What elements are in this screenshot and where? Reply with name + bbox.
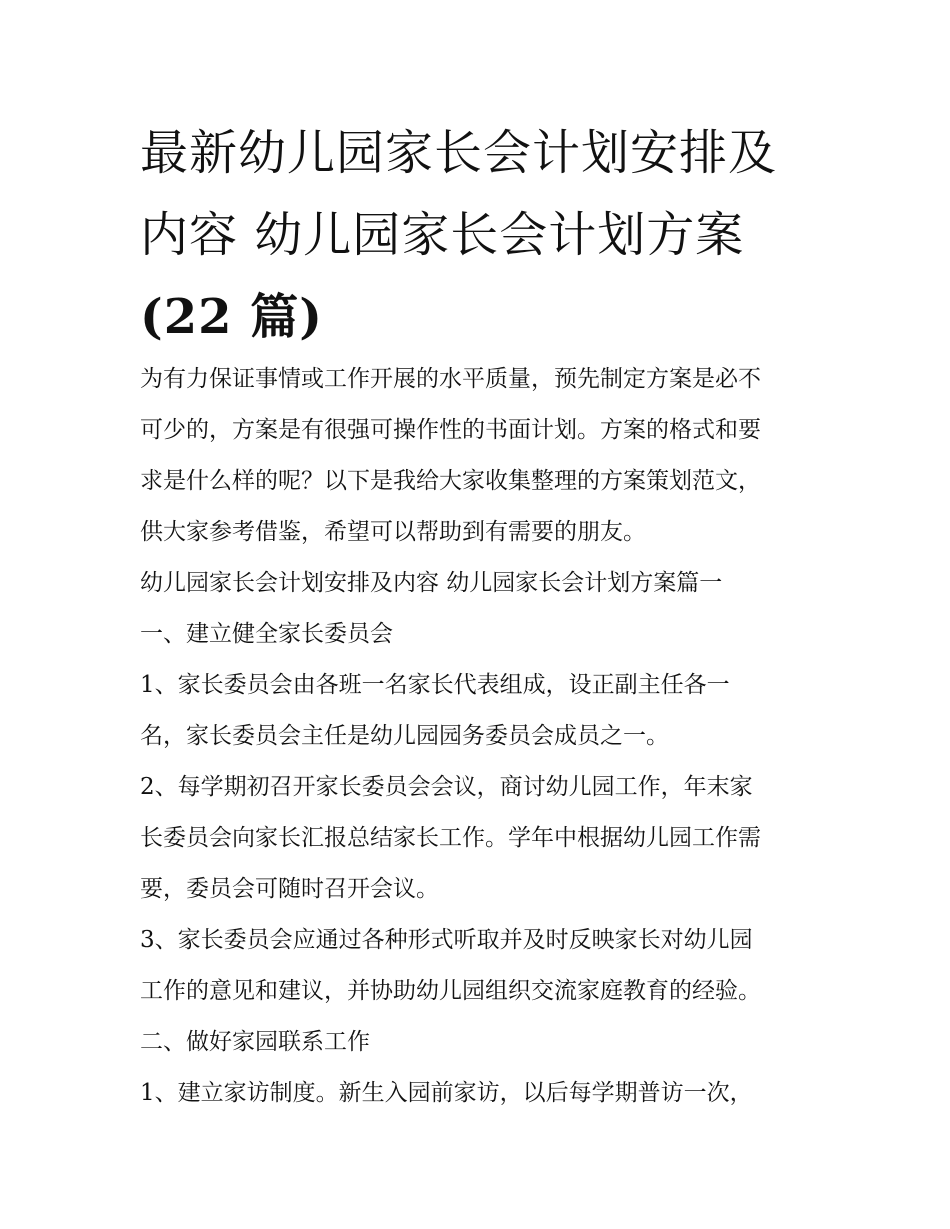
body-line: 供大家参考借鉴，希望可以帮助到有需要的朋友。 [140, 519, 646, 545]
body-line: 工作的意见和建议，并协助幼儿园组织交流家庭教育的经验。 [140, 978, 761, 1004]
subsection-heading: 二、做好家园联系工作 [140, 1029, 370, 1055]
body-line: 1、建立家访制度。新生入园前家访，以后每学期普访一次， [140, 1080, 753, 1106]
body-line: 3、家长委员会应通过各种形式听取并及时反映家长对幼儿园 [140, 927, 753, 953]
body-line: 可少的，方案是有很强可操作性的书面计划。方案的格式和要 [140, 417, 761, 443]
body-line: 长委员会向家长汇报总结家长工作。学年中根据幼儿园工作需 [140, 825, 761, 851]
body-line: 为有力保证事情或工作开展的水平质量，预先制定方案是必不 [140, 366, 761, 392]
title-line-2: 内容 幼儿园家长会计划方案 [140, 207, 745, 263]
body-line: 名，家长委员会主任是幼儿园园务委员会成员之一。 [140, 723, 669, 749]
title-line-3: (22 篇) [140, 289, 323, 345]
subsection-heading: 一、建立健全家长委员会 [140, 621, 393, 647]
document-title [140, 112, 820, 358]
title-line-1: 最新幼儿园家长会计划安排及 [140, 125, 778, 181]
body-line: 2、每学期初召开家长委员会会议，商讨幼儿园工作，年末家 [140, 774, 753, 800]
document-body [140, 354, 830, 1119]
body-line: 求是什么样的呢？以下是我给大家收集整理的方案策划范文， [140, 468, 761, 494]
body-line: 要，委员会可随时召开会议。 [140, 876, 439, 902]
section-heading: 幼儿园家长会计划安排及内容 幼儿园家长会计划方案篇一 [140, 570, 723, 596]
body-line: 1、家长委员会由各班一名家长代表组成，设正副主任各一 [140, 672, 730, 698]
